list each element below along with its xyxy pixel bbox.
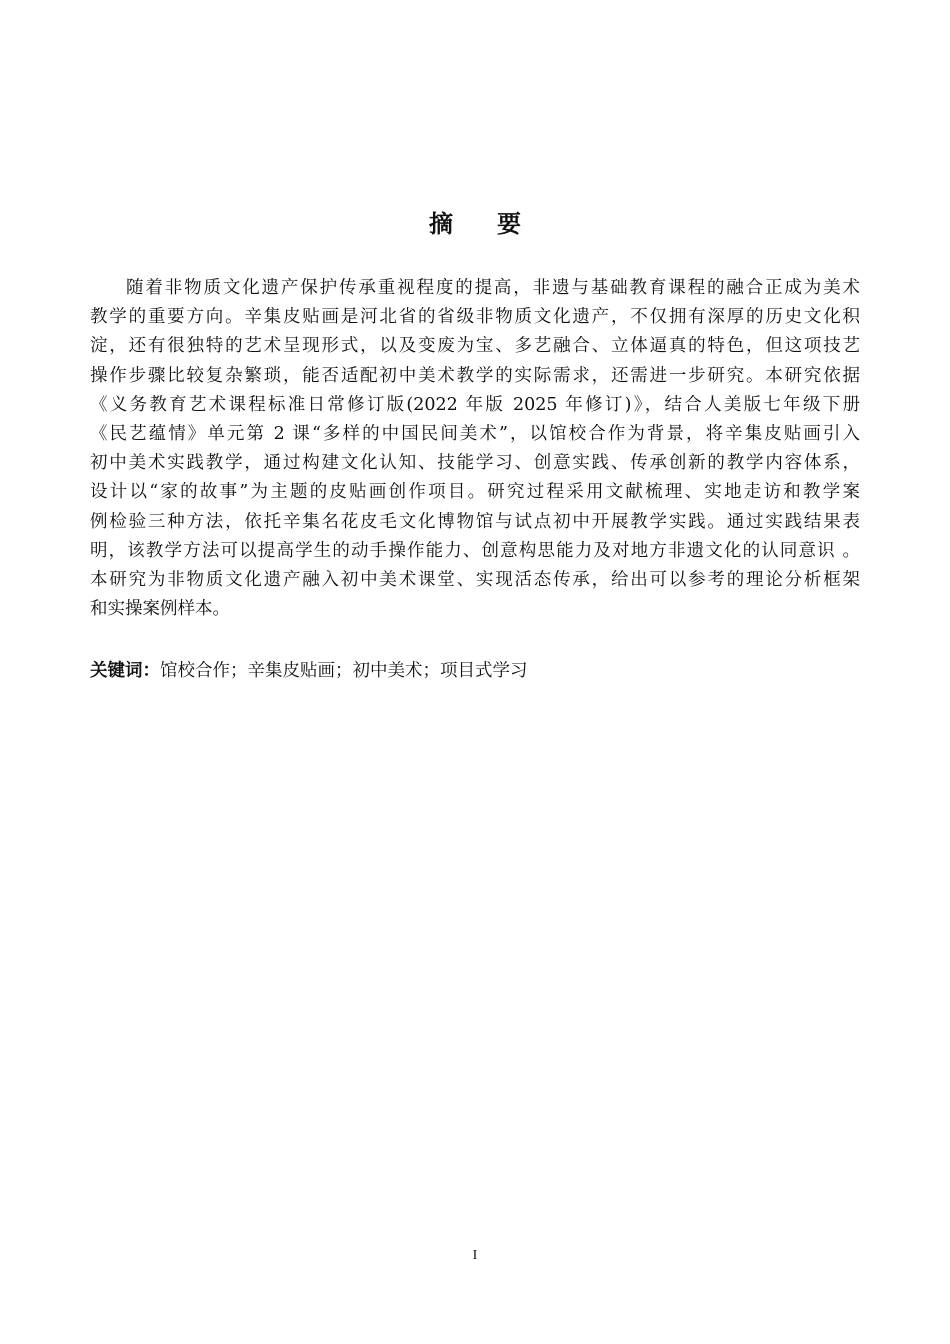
page-number: I bbox=[472, 1248, 478, 1263]
abstract-line: 教学的重要方向。辛集皮贴画是河北省的省级非物质文化遗产，不仅拥有深厚的历史文化积 bbox=[90, 307, 860, 328]
abstract-line: 例检验三种方法，依托辛集名花皮毛文化博物馆与试点初中开展教学实践。通过实践结果表 bbox=[90, 511, 860, 532]
abstract-line: 明，该教学方法可以提高学生的动手操作能力、创意构思能力及对地方非遗文化的认同意识 。 bbox=[90, 540, 860, 561]
abstract-line: 设计以“家的故事”为主题的皮贴画创作项目。研究过程采用文献梳理、实地走访和教学案 bbox=[90, 482, 860, 503]
abstract-line: 《民艺蕴情》单元第 2 课“多样的中国民间美术”，以馆校合作为背景，将辛集皮贴画引入 bbox=[90, 423, 860, 444]
abstract-heading-char-1: 摘 bbox=[429, 210, 453, 238]
abstract-line: 本研究为非物质文化遗产融入初中美术课堂、实现活态传承，给出可以参考的理论分析框架 bbox=[90, 569, 860, 590]
keywords bbox=[90, 657, 860, 686]
abstract-line: 《义务教育艺术课程标准日常修订版(2022 年版 2025 年修订)》，结合人美版七年级下册 bbox=[90, 394, 860, 415]
abstract-line: 和实操案例样本。 bbox=[90, 599, 230, 620]
abstract-body bbox=[90, 274, 860, 624]
abstract-line: 初中美术实践教学，通过构建文化认知、技能学习、创意实践、传承创新的教学内容体系， bbox=[90, 453, 860, 474]
keywords-text: 馆校合作；辛集皮贴画；初中美术；项目式学习 bbox=[160, 661, 528, 681]
keywords-label: 关键词： bbox=[90, 661, 160, 681]
abstract-line: 操作步骤比较复杂繁琐，能否适配初中美术教学的实际需求，还需进一步研究。本研究依据 bbox=[90, 365, 860, 386]
abstract-line: 淀，还有很独特的艺术呈现形式，以及变废为宝、多艺融合、立体逼真的特色，但这项技艺 bbox=[90, 336, 860, 357]
abstract-line: 随着非物质文化遗产保护传承重视程度的提高，非遗与基础教育课程的融合正成为美术 bbox=[126, 278, 860, 298]
abstract-heading bbox=[0, 206, 950, 242]
abstract-heading-char-2: 要 bbox=[497, 210, 521, 238]
